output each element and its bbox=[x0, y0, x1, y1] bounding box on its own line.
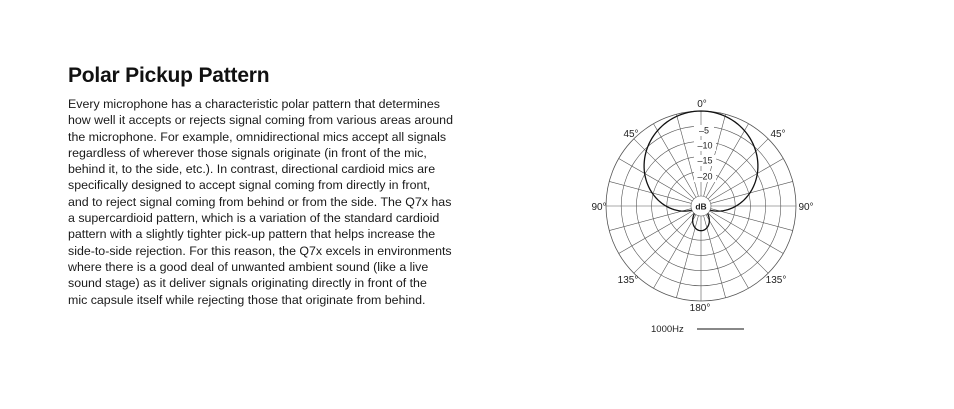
paragraph-line: specifically designed to accept signal coming from directly in front, bbox=[68, 178, 431, 193]
polar-grid-spoke bbox=[710, 159, 784, 202]
db-center-label: dB bbox=[695, 201, 707, 212]
paragraph-line: the microphone. For example, omnidirectional mics accept all signals bbox=[68, 129, 447, 144]
paragraph-line: and to reject signal coming from behind or from the side. The Q7x has bbox=[68, 194, 452, 209]
frequency-legend bbox=[651, 324, 744, 335]
paragraph-line: Every microphone has a characteristic polar pattern that determines bbox=[68, 97, 440, 111]
angle-label-45-right: 45° bbox=[770, 129, 786, 140]
db-label-minus-15: –15 bbox=[697, 155, 713, 166]
polar-grid-spoke bbox=[619, 211, 693, 254]
paragraph-line: mic capsule itself while rejecting those that originate from behind. bbox=[68, 292, 426, 307]
polar-grid-spoke bbox=[634, 139, 694, 199]
polar-grid-spoke bbox=[710, 211, 784, 254]
angle-label-90-right: 90° bbox=[798, 202, 814, 213]
paragraph-line: where there is a good deal of unwanted ambient sound (like a live bbox=[68, 259, 429, 274]
angle-label-0: 0° bbox=[697, 99, 707, 110]
angle-label-90-left: 90° bbox=[591, 202, 607, 213]
legend-label-1000hz: 1000Hz bbox=[651, 324, 684, 335]
section-title: Polar Pickup Pattern bbox=[68, 64, 270, 87]
db-label-minus-20: –20 bbox=[697, 171, 713, 182]
polar-grid-spoke bbox=[708, 139, 768, 199]
angle-label-135-right: 135° bbox=[765, 275, 787, 286]
paragraph-line: side-to-side rejection. For this reason, the Q7x excels in environments bbox=[68, 243, 452, 258]
polar-grid-spoke bbox=[654, 215, 697, 289]
angle-label-135-left: 135° bbox=[617, 275, 639, 286]
paragraph-line: regardless of wherever those signals originate (in front of the mic, bbox=[68, 145, 427, 160]
polar-pattern-diagram bbox=[580, 92, 830, 342]
db-label-minus-5: –5 bbox=[698, 125, 710, 136]
angle-label-45-left: 45° bbox=[623, 129, 639, 140]
angle-label-180: 180° bbox=[689, 303, 711, 314]
polar-grid-spoke bbox=[708, 213, 768, 273]
polar-grid-spoke bbox=[706, 215, 749, 289]
polar-grid-spoke bbox=[619, 159, 693, 202]
paragraph-line: behind it, to the side, etc.). In contrast, directional cardioid mics are bbox=[68, 162, 436, 177]
paragraph-line: a supercardioid pattern, which is a variation of the standard cardioid bbox=[68, 211, 440, 226]
paragraph-line: pattern with a slightly tighter pick-up pattern that helps increase the bbox=[68, 227, 436, 242]
polar-grid-spoke bbox=[654, 124, 697, 198]
paragraph-line: sound stage) as it deliver signals originating directly in front of the bbox=[68, 276, 427, 291]
db-ring-labels bbox=[694, 125, 716, 182]
polar-grid-spoke bbox=[634, 213, 694, 273]
body-paragraph bbox=[68, 96, 478, 308]
db-label-minus-10: –10 bbox=[697, 140, 713, 151]
paragraph-line: how well it accepts or rejects signal coming from various areas around bbox=[68, 113, 453, 128]
